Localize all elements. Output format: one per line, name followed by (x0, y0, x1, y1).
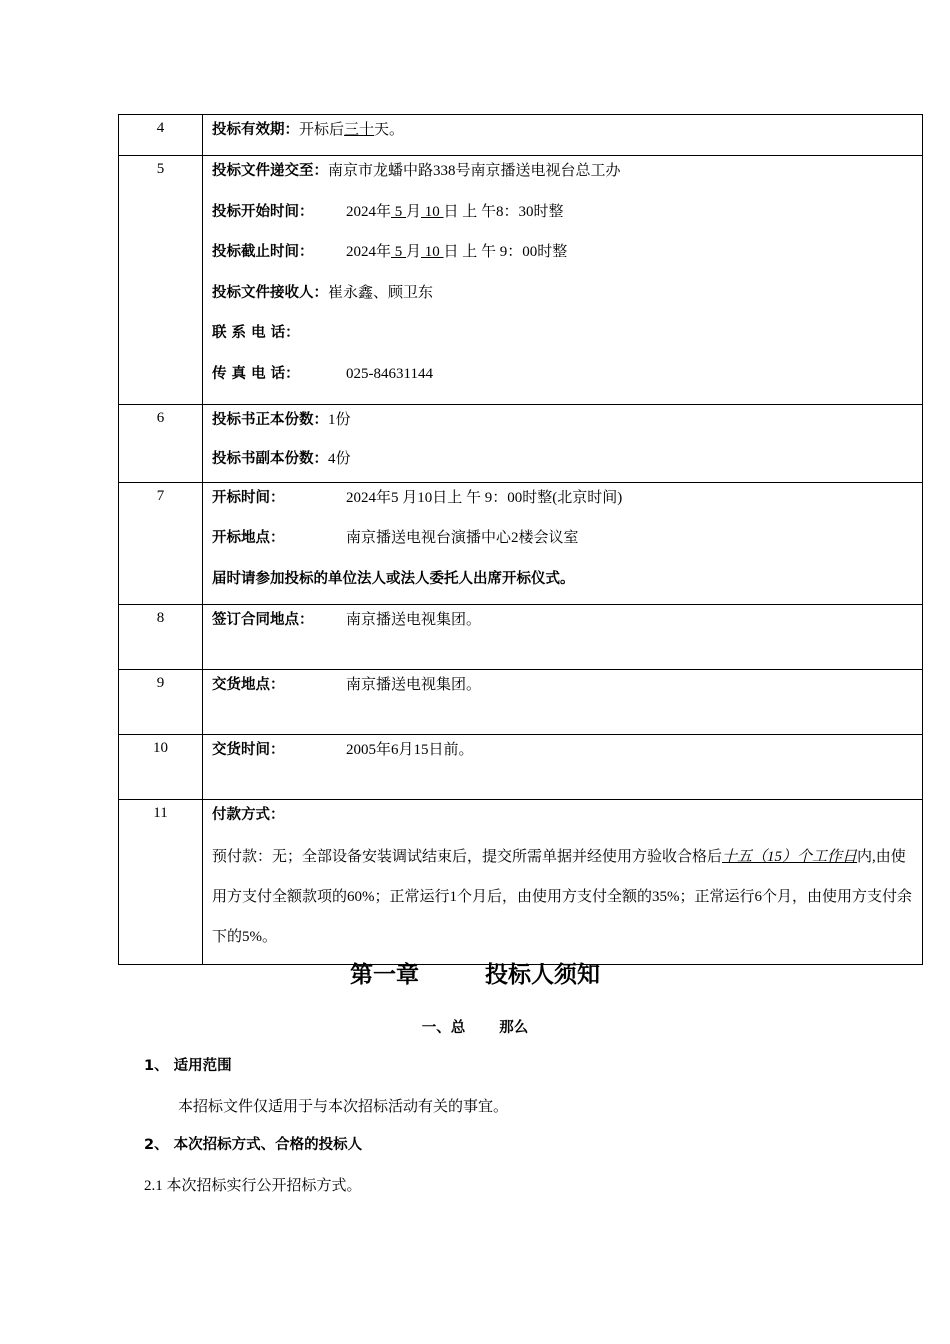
table-row: 4 投标有效期：开标后三十天。 (119, 115, 923, 156)
validity-label: 投标有效期： (212, 122, 299, 138)
row-number: 10 (119, 734, 203, 799)
bid-info-table (118, 114, 923, 965)
heading-2: 2、 本次招标方式、合格的投标人 (144, 1137, 363, 1153)
paragraph: 2.1 本次招标实行公开招标方式。 (144, 1178, 362, 1194)
payment-terms: 预付款：无；全部设备安装调试结束后，提交所需单据并经使用方验收合格后十五（15）个工作日内,由使用方支付全额款项的60%；正常运行1个月后，由使用方支付全额的35%；正常运行6个月，由使用方支付余下的5%。 (212, 848, 912, 945)
table-row: 5 投标文件递交至：南京市龙蟠中路338号南京播送电视台总工办 投标开始时间： 2024年 5 月 10 日 上 午8：30时整 投标截止时间： 2024年 5 月 10 日 上 午 9：00时整 投标文件接收人：崔永鑫、顾卫东 联 系 电 话： 传 真 电 话： 025-84631144 (119, 156, 923, 405)
row-number: 9 (119, 669, 203, 734)
row-number: 6 (119, 404, 203, 482)
row-number: 4 (119, 115, 203, 156)
table-row: 7 开标时间： 2024年5 月10日上 午 9：00时整(北京时间) 开标地点： 南京播送电视台演播中心2楼会议室 届时请参加投标的单位法人或法人委托人出席开标仪式。 (119, 482, 923, 604)
row-number: 7 (119, 482, 203, 604)
row-number: 5 (119, 156, 203, 405)
row-number: 8 (119, 604, 203, 669)
heading-1: 1、 适用范围 (144, 1058, 232, 1074)
table-row: 11 付款方式： 预付款：无；全部设备安装调试结束后，提交所需单据并经使用方验收合格后十五（15）个工作日内,由使用方支付全额款项的60%；正常运行1个月后，由使用方支付全额的35%；正常运行6个月，由使用方支付余下的5%。 (119, 799, 923, 964)
chapter-title: 第一章 投标人须知 (350, 962, 600, 988)
section-title: 一、总 那么 (421, 1020, 529, 1036)
row-number: 11 (119, 799, 203, 964)
table-row: 9 交货地点： 南京播送电视集团。 (119, 669, 923, 734)
table-row: 6 投标书正本份数：1份 投标书副本份数：4份 (119, 404, 923, 482)
table-row: 10 交货时间： 2005年6月15日前。 (119, 734, 923, 799)
paragraph: 本招标文件仅适用于与本次招标活动有关的事宜。 (178, 1099, 509, 1115)
table-row: 8 签订合同地点： 南京播送电视集团。 (119, 604, 923, 669)
